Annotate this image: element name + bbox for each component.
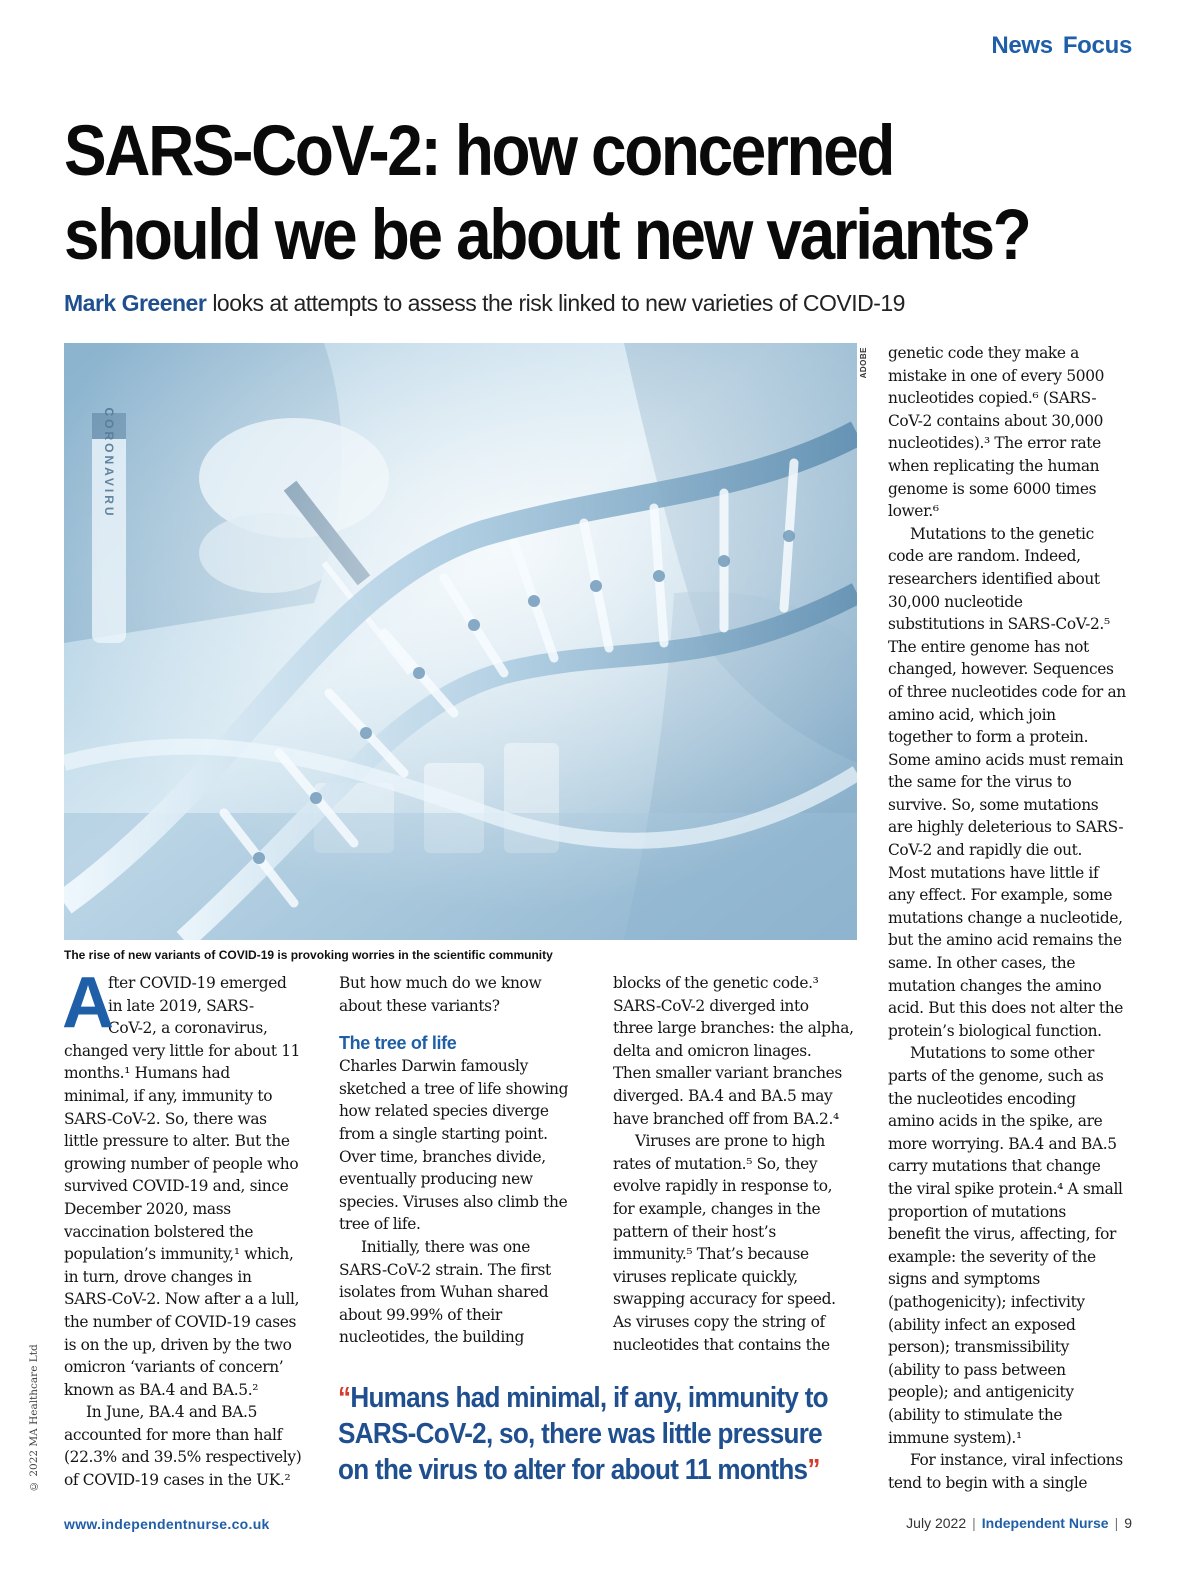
text-line: Most mutations have little if bbox=[888, 863, 1099, 882]
text-line: of COVID-19 cases in the UK.² bbox=[64, 1471, 291, 1490]
dna-lab-illustration bbox=[64, 343, 857, 940]
text-line: have branched off from BA.2.⁴ bbox=[613, 1109, 839, 1128]
standfirst bbox=[64, 290, 905, 317]
text-line: genetic code they make a bbox=[888, 344, 1080, 362]
text-line: tend to begin with a single bbox=[888, 1473, 1088, 1492]
text-line: when replicating the human bbox=[888, 456, 1100, 475]
text-line: example: the severity of the bbox=[888, 1247, 1096, 1266]
pull-quote-text-1: Humans had minimal, if any, immunity to bbox=[350, 1382, 828, 1414]
text-line: diverged. BA.4 and BA.5 may bbox=[613, 1086, 833, 1105]
text-line: immune system).¹ bbox=[888, 1428, 1022, 1447]
text-line: changed very little for about 11 bbox=[64, 1041, 301, 1060]
text-line: The entire genome has not bbox=[888, 637, 1089, 656]
text-line: (pathogenicity); infectivity bbox=[888, 1292, 1085, 1311]
url-part: .co.uk bbox=[227, 1516, 270, 1532]
text-line: about 99.99% of their bbox=[339, 1305, 502, 1324]
text-line: growing number of people who bbox=[64, 1154, 299, 1173]
text-line: nucleotides copied.⁶ (SARS- bbox=[888, 389, 1097, 408]
text-line: benefit the virus, affecting, for bbox=[888, 1225, 1117, 1244]
text-line: Initially, there was one bbox=[361, 1237, 531, 1256]
text-line: is on the up, driven by the two bbox=[64, 1335, 292, 1354]
text-line: parts of the genome, such as bbox=[888, 1067, 1104, 1085]
text-line: changed, however. Sequences bbox=[888, 660, 1114, 679]
text-line: (ability infect an exposed bbox=[888, 1315, 1076, 1334]
text-line: mutation changes the amino bbox=[888, 976, 1102, 995]
issue-date: July 2022 bbox=[906, 1515, 967, 1531]
text-line: the number of COVID-19 cases bbox=[64, 1312, 297, 1331]
text-line: CoV-2 and rapidly die out. bbox=[888, 841, 1083, 860]
text-line: Some amino acids must remain bbox=[888, 750, 1124, 769]
footer-folio bbox=[906, 1515, 1132, 1531]
text-line: substitutions in SARS-CoV-2.⁵ bbox=[888, 615, 1110, 634]
text-line: nucleotides, the building bbox=[339, 1328, 524, 1347]
image-credit: ADOBE bbox=[859, 347, 868, 379]
text-line: delta and omicron linages. bbox=[613, 1041, 812, 1060]
text-line: SARS-CoV-2 diverged into bbox=[613, 996, 809, 1015]
text-line: of three nucleotides code for an bbox=[888, 682, 1126, 701]
text-line: pattern of their host’s bbox=[613, 1222, 776, 1241]
text-line: from a single starting point. bbox=[339, 1124, 548, 1143]
text-line: CoV-2 contains about 30,000 bbox=[888, 411, 1104, 430]
separator: | bbox=[972, 1515, 976, 1531]
drop-cap: A bbox=[62, 963, 114, 1043]
url-part: www.independent bbox=[64, 1516, 188, 1532]
headline-line-1: SARS-CoV-2: how concerned bbox=[64, 112, 894, 191]
author-name: Mark Greener bbox=[64, 290, 207, 316]
text-line: amino acid, which join bbox=[888, 705, 1056, 724]
text-line: accounted for more than half bbox=[64, 1425, 282, 1444]
separator: | bbox=[1114, 1515, 1119, 1531]
standfirst-text: looks at attempts to assess the risk linked to new varieties of COVID-19 bbox=[212, 290, 905, 316]
text-line: same. In other cases, the bbox=[888, 954, 1076, 973]
text-line: proportion of mutations bbox=[888, 1202, 1066, 1221]
text-line: survived COVID-19 and, since bbox=[64, 1177, 289, 1196]
text-line: in turn, drove changes in bbox=[64, 1267, 252, 1286]
text-line: But how much do we know bbox=[339, 974, 542, 992]
text-line: eventually producing new bbox=[339, 1170, 533, 1189]
text-line: researchers identified about bbox=[888, 569, 1100, 588]
close-quote-mark: ” bbox=[807, 1454, 820, 1486]
text-line: evolve rapidly in response to, bbox=[613, 1177, 833, 1196]
text-line: about these variants? bbox=[339, 996, 500, 1015]
text-line: the same for the virus to bbox=[888, 773, 1072, 792]
text-line: known as BA.4 and BA.5.² bbox=[64, 1380, 259, 1399]
text-line: protein’s biological function. bbox=[888, 1021, 1102, 1040]
article-column-3 bbox=[613, 972, 863, 1356]
text-line: Mutations to some other bbox=[910, 1044, 1094, 1063]
text-line: the viral spike protein.⁴ A small bbox=[888, 1179, 1123, 1198]
text-line: mistake in one of every 5000 bbox=[888, 366, 1105, 385]
open-quote-mark: “ bbox=[338, 1382, 351, 1414]
text-line: people); and antigenicity bbox=[888, 1383, 1074, 1402]
text-line: code are random. Indeed, bbox=[888, 547, 1081, 566]
text-line: (22.3% and 39.5% respectively) bbox=[64, 1448, 302, 1467]
text-line: in late 2019, SARS- bbox=[108, 996, 254, 1015]
text-line: omicron ‘variants of concern’ bbox=[64, 1358, 284, 1377]
text-line: signs and symptoms bbox=[888, 1270, 1040, 1289]
text-line: SARS-CoV-2 strain. The first bbox=[339, 1260, 551, 1279]
text-line: three large branches: the alpha, bbox=[613, 1019, 854, 1038]
pull-quote-line-2: SARS-CoV-2, so, there was little pressure bbox=[338, 1418, 822, 1450]
text-line: Viruses are prone to high bbox=[635, 1132, 825, 1151]
url-part-bold: nurse bbox=[187, 1516, 228, 1532]
text-line: nucleotides that contains the bbox=[613, 1335, 830, 1354]
text-line: acid. But this does not alter the bbox=[888, 999, 1124, 1018]
text-line: blocks of the genetic code.³ bbox=[613, 974, 819, 992]
text-line: SARS-CoV-2. Now after a a lull, bbox=[64, 1290, 300, 1309]
text-line: As viruses copy the string of bbox=[613, 1312, 825, 1331]
text-line: Then smaller variant branches bbox=[613, 1064, 842, 1083]
text-line: In June, BA.4 and BA.5 bbox=[86, 1403, 258, 1422]
text-line: together to form a protein. bbox=[888, 728, 1089, 747]
text-line: tree of life. bbox=[339, 1215, 421, 1234]
article-column-4 bbox=[888, 342, 1138, 1494]
section-tag bbox=[991, 32, 1132, 60]
pull-quote-line-3 bbox=[338, 1452, 820, 1488]
text-line: how related species diverge bbox=[339, 1102, 549, 1121]
pull-quote bbox=[338, 1380, 828, 1488]
text-line: sketched a tree of life showing bbox=[339, 1079, 569, 1098]
hero-image bbox=[64, 343, 857, 940]
text-line: (ability to pass between bbox=[888, 1360, 1066, 1379]
text-line: Mutations to the genetic bbox=[910, 524, 1094, 543]
text-line: genome is some 6000 times bbox=[888, 479, 1097, 498]
text-line: rates of mutation.⁵ So, they bbox=[613, 1154, 818, 1173]
text-line: fter COVID-19 emerged bbox=[108, 974, 287, 992]
text-line: Over time, branches divide, bbox=[339, 1147, 546, 1166]
section-label-focus: Focus bbox=[1062, 32, 1132, 59]
section-label-news: News bbox=[991, 32, 1053, 59]
text-line: little pressure to alter. But the bbox=[64, 1132, 290, 1151]
dropcap-paragraph bbox=[62, 963, 314, 1043]
page-number: 9 bbox=[1124, 1515, 1132, 1531]
text-line: viruses replicate quickly, bbox=[613, 1267, 798, 1286]
text-line: person); transmissibility bbox=[888, 1338, 1069, 1357]
text-line: amino acids in the spike, are bbox=[888, 1112, 1103, 1131]
copyright-notice: © 2022 MA Healthcare Ltd bbox=[28, 1344, 40, 1492]
text-line: nucleotides).³ The error rate bbox=[888, 434, 1101, 453]
magazine-name: Independent bbox=[981, 1515, 1065, 1531]
text-line: population’s immunity,¹ which, bbox=[64, 1245, 294, 1264]
text-line: lower.⁶ bbox=[888, 502, 939, 521]
text-line: CoV-2, a coronavirus, bbox=[108, 1019, 268, 1038]
text-line: minimal, if any, immunity to bbox=[64, 1086, 273, 1105]
footer-website-link[interactable] bbox=[64, 1516, 270, 1532]
text-line: Charles Darwin famously bbox=[339, 1057, 528, 1076]
subheading-tree-of-life: The tree of life bbox=[339, 1033, 457, 1054]
text-line: For instance, viral infections bbox=[910, 1451, 1123, 1470]
text-line: more worrying. BA.4 and BA.5 bbox=[888, 1134, 1117, 1153]
text-line: 30,000 nucleotide bbox=[888, 592, 1023, 611]
magazine-name-2: Nurse bbox=[1068, 1515, 1109, 1531]
text-line: carry mutations that change bbox=[888, 1157, 1101, 1176]
pull-quote-line-1 bbox=[338, 1380, 828, 1416]
headline-line-2: should we be about new variants? bbox=[64, 196, 1030, 275]
text-line: immunity.⁵ That’s because bbox=[613, 1245, 809, 1264]
text-line: survive. So, some mutations bbox=[888, 795, 1099, 814]
text-line: (ability to stimulate the bbox=[888, 1405, 1063, 1424]
text-line: isolates from Wuhan shared bbox=[339, 1283, 549, 1302]
text-line: the nucleotides encoding bbox=[888, 1089, 1076, 1108]
image-caption: The rise of new variants of COVID-19 is provoking worries in the scientific community bbox=[64, 948, 553, 962]
text-line: December 2020, mass bbox=[64, 1199, 231, 1218]
text-line: months.¹ Humans had bbox=[64, 1064, 230, 1083]
text-line: are highly deleterious to SARS- bbox=[888, 818, 1124, 837]
headline bbox=[64, 110, 1036, 278]
text-line: for example, changes in the bbox=[613, 1199, 821, 1218]
text-line: any effect. For example, some bbox=[888, 886, 1113, 905]
text-line: swapping accuracy for speed. bbox=[613, 1290, 836, 1309]
pull-quote-text-3: on the virus to alter for about 11 months bbox=[338, 1454, 808, 1486]
text-line: vaccination bolstered the bbox=[64, 1222, 254, 1241]
text-line: SARS-CoV-2. So, there was bbox=[64, 1109, 267, 1128]
text-line: species. Viruses also climb the bbox=[339, 1192, 568, 1211]
article-column-2 bbox=[339, 972, 589, 1349]
text-line: mutations change a nucleotide, bbox=[888, 908, 1123, 927]
text-line: but the amino acid remains the bbox=[888, 931, 1122, 950]
article-column-1 bbox=[62, 963, 314, 1492]
